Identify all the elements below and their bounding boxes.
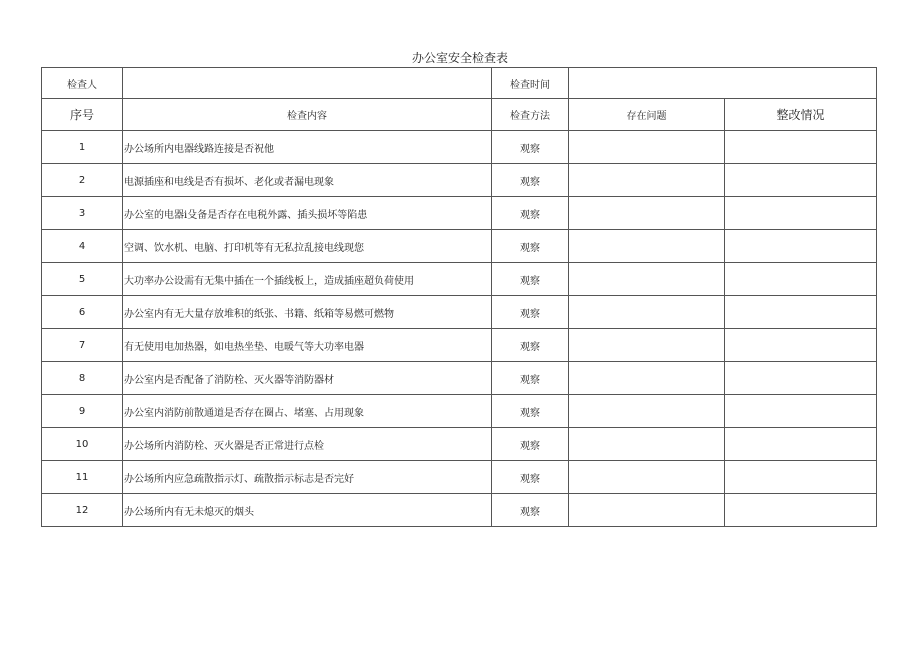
row-method: 观察: [492, 494, 569, 527]
row-number: 5: [42, 263, 123, 296]
row-number: 9: [42, 395, 123, 428]
row-number: 6: [42, 296, 123, 329]
row-content: 办公室的电器i殳备是否存在电税外露、插头损坏等陷患: [123, 197, 492, 230]
row-number: 1: [42, 131, 123, 164]
row-content: 电源插座和电线是否有损坏、老化或者漏电现象: [123, 164, 492, 197]
table-row: [42, 461, 877, 494]
header-row: [42, 99, 877, 131]
inspection-table: [41, 67, 877, 527]
inspection-time-label: 检查时间: [492, 68, 569, 99]
header-rectification: 整改情况: [725, 99, 877, 131]
row-issues-cell[interactable]: [569, 230, 725, 263]
row-rectification-cell[interactable]: [725, 197, 877, 230]
header-method: 检查方法: [492, 99, 569, 131]
row-method: 观察: [492, 164, 569, 197]
row-issues-cell[interactable]: [569, 461, 725, 494]
row-issues-cell[interactable]: [569, 329, 725, 362]
table-row: [42, 131, 877, 164]
inspection-time-field[interactable]: [569, 68, 877, 99]
table-row: [42, 164, 877, 197]
row-rectification-cell[interactable]: [725, 164, 877, 197]
row-rectification-cell[interactable]: [725, 395, 877, 428]
row-number: 4: [42, 230, 123, 263]
table-row: [42, 230, 877, 263]
row-method: 观察: [492, 362, 569, 395]
row-issues-cell[interactable]: [569, 131, 725, 164]
table-row: [42, 329, 877, 362]
row-number: 2: [42, 164, 123, 197]
row-rectification-cell[interactable]: [725, 131, 877, 164]
row-content: 办公场所内电器线路连接是否祝他: [123, 131, 492, 164]
table-row: [42, 362, 877, 395]
inspector-label: 检查人: [42, 68, 123, 99]
row-issues-cell[interactable]: [569, 428, 725, 461]
row-rectification-cell[interactable]: [725, 494, 877, 527]
row-number: 8: [42, 362, 123, 395]
row-number: 7: [42, 329, 123, 362]
row-content: 有无使用电加热器，如电热坐垫、电暖气等大功率电器: [123, 329, 492, 362]
row-method: 观察: [492, 428, 569, 461]
row-issues-cell[interactable]: [569, 164, 725, 197]
row-rectification-cell[interactable]: [725, 428, 877, 461]
row-issues-cell[interactable]: [569, 263, 725, 296]
row-number: 12: [42, 494, 123, 527]
row-method: 观察: [492, 395, 569, 428]
table-row: [42, 494, 877, 527]
row-method: 观察: [492, 263, 569, 296]
table-row: [42, 395, 877, 428]
row-method: 观察: [492, 461, 569, 494]
header-content: 检查内容: [123, 99, 492, 131]
row-method: 观察: [492, 296, 569, 329]
row-content: 办公场所内应急疏散指示灯、疏散指示标志是否完好: [123, 461, 492, 494]
row-number: 3: [42, 197, 123, 230]
row-issues-cell[interactable]: [569, 197, 725, 230]
row-content: 办公室内有无大量存放堆积的纸张、书籍、纸箱等易燃可燃物: [123, 296, 492, 329]
row-method: 观察: [492, 230, 569, 263]
row-number: 11: [42, 461, 123, 494]
row-rectification-cell[interactable]: [725, 296, 877, 329]
row-issues-cell[interactable]: [569, 494, 725, 527]
table-row: [42, 197, 877, 230]
row-content: 办公场所内消防栓、灭火器是否正常进行点检: [123, 428, 492, 461]
row-number: 10: [42, 428, 123, 461]
row-rectification-cell[interactable]: [725, 263, 877, 296]
row-issues-cell[interactable]: [569, 296, 725, 329]
document-title: 办公室安全检查表: [411, 51, 508, 65]
row-content: 办公场所内有无未熄灭的烟头: [123, 494, 492, 527]
row-rectification-cell[interactable]: [725, 329, 877, 362]
row-method: 观察: [492, 131, 569, 164]
row-method: 观察: [492, 197, 569, 230]
row-rectification-cell[interactable]: [725, 230, 877, 263]
row-content: 空调、饮水机、电脑、打印机等有无私拉乱接电线现您: [123, 230, 492, 263]
row-rectification-cell[interactable]: [725, 362, 877, 395]
row-issues-cell[interactable]: [569, 362, 725, 395]
inspector-field[interactable]: [123, 68, 492, 99]
header-no: 序号: [42, 99, 123, 131]
row-content: 大功率办公设需有无集中插在一个插线板上，造成插座超负荷使用: [123, 263, 492, 296]
row-content: 办公室内消防前散通道是否存在圈占、堵塞、占用现象: [123, 395, 492, 428]
row-issues-cell[interactable]: [569, 395, 725, 428]
row-content: 办公室内是否配备了消防栓、灭火器等消防器材: [123, 362, 492, 395]
table-row: [42, 296, 877, 329]
table-row: [42, 428, 877, 461]
header-issues: 存在问题: [569, 99, 725, 131]
table-row: [42, 263, 877, 296]
row-method: 观察: [492, 329, 569, 362]
inspector-row: [42, 68, 877, 99]
row-rectification-cell[interactable]: [725, 461, 877, 494]
